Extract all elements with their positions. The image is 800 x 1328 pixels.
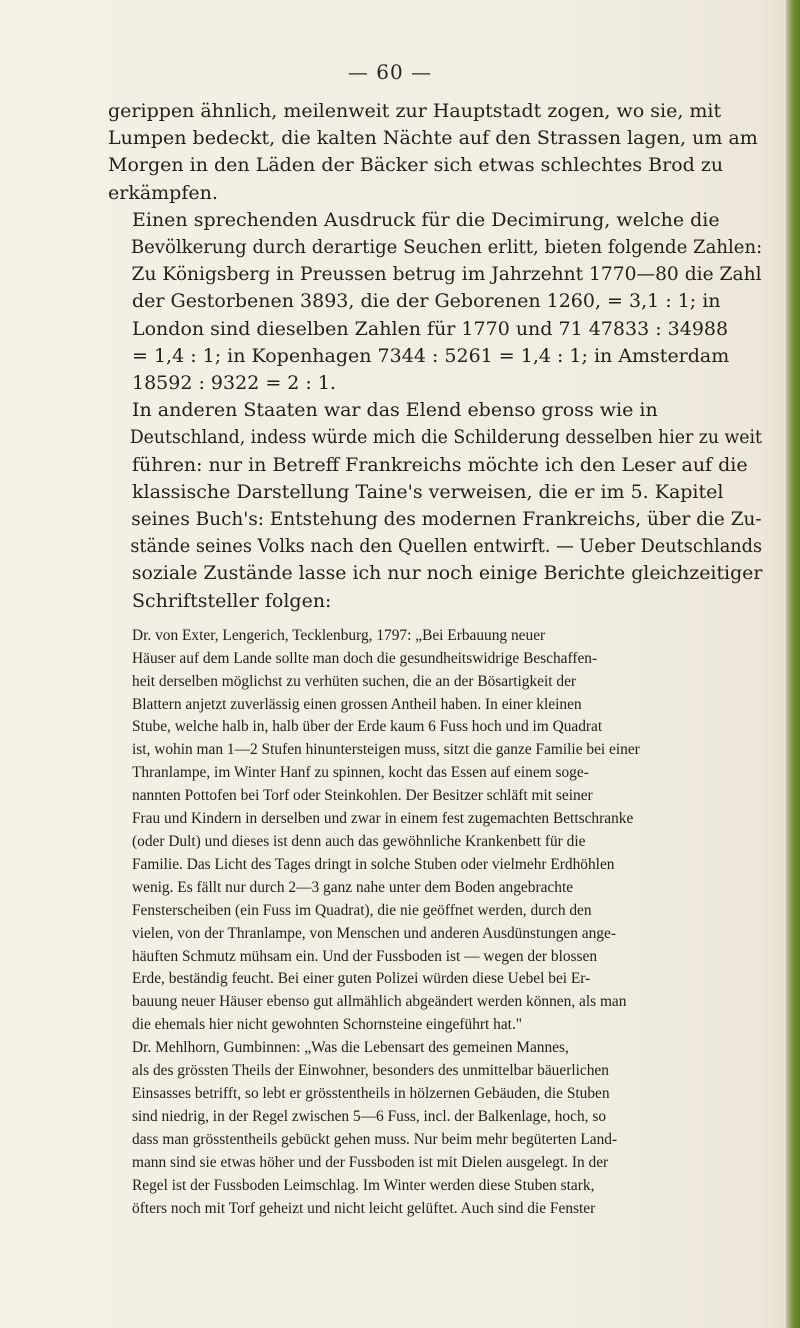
quote-mehlhorn	[108, 1037, 762, 1220]
text-line: Schriftsteller folgen:	[132, 589, 332, 612]
text-line: Zu Königsberg in Preussen betrug im Jahrzehnt 1770—80 die Zahl	[131, 263, 762, 286]
text-line: Blattern anjetzt zuverlässig einen grossen Antheil haben. In einer kleinen	[132, 695, 582, 713]
text-line: Erde, beständig feucht. Bei einer guten Polizei würden diese Uebel bei Er-	[132, 970, 591, 988]
text-line: der Gestorbenen 3893, die der Geborenen 1260, = 3,1 : 1; in	[132, 290, 721, 313]
text-line: ist, wohin man 1—2 Stufen hinuntersteigen muss, sitzt die ganze Familie bei einer	[132, 741, 640, 759]
text-line: Häuser auf dem Lande sollte man doch die gesundheitswidrige Beschaffen-	[132, 649, 598, 667]
text-line: Regel ist der Fussboden Leimschlag. Im Winter werden diese Stuben stark,	[132, 1176, 595, 1194]
text-line: Frau und Kindern in derselben und zwar in einem fest zugemachten Bettschranke	[132, 810, 634, 828]
paragraph-2	[108, 207, 762, 397]
text-line: 18592 : 9322 = 2 : 1.	[132, 372, 336, 395]
text-line: öfters noch mit Torf geheizt und nicht leicht gelüftet. Auch sind die Fenster	[132, 1199, 596, 1217]
text-line: Deutschland, indess würde mich die Schilderung desselben hier zu weit	[129, 426, 763, 449]
text-line: klassische Darstellung Taine's verweisen, die er im 5. Kapitel	[132, 480, 724, 503]
text-line: Fensterscheiben (ein Fuss im Quadrat), die nie geöffnet werden, durch den	[132, 901, 592, 919]
text-line: bauung neuer Häuser ebenso gut allmählich abgeändert werden können, als man	[132, 993, 627, 1011]
paragraph-3	[108, 397, 762, 615]
text-line: = 1,4 : 1; in Kopenhagen 7344 : 5261 = 1,4 : 1; in Amsterdam	[132, 344, 730, 367]
text-line: vielen, von der Thranlampe, von Menschen und anderen Ausdünstungen ange-	[132, 924, 616, 942]
text-line: In anderen Staaten war das Elend ebenso gross wie in	[132, 399, 658, 422]
text-line: Lumpen bedeckt, die kalten Nächte auf den Strassen lagen, um am	[108, 127, 758, 150]
text-line: heit derselben möglichst zu verhüten suchen, die an der Bösartigkeit der	[132, 672, 577, 690]
paragraph-1	[108, 98, 762, 207]
text-line: Einsasses betrifft, so lebt er grösstentheils in hölzernen Gebäuden, die Stuben	[132, 1084, 610, 1102]
text-line: mann sind sie etwas höher und der Fussboden ist mit Dielen ausgelegt. In der	[132, 1153, 609, 1171]
text-line: Dr. Mehlhorn, Gumbinnen: „Was die Lebensart des gemeinen Mannes,	[132, 1039, 569, 1057]
page-number: — 60 —	[347, 60, 433, 84]
text-line: die ehemals hier nicht gewohnten Schornsteine eingeführt hat."	[132, 1016, 523, 1034]
text-line: dass man grösstentheils gebückt gehen muss. Nur beim mehr begüterten Land-	[132, 1130, 618, 1148]
text-line: Familie. Das Licht des Tages dringt in solche Stuben oder vielmehr Erdhöhlen	[132, 855, 615, 873]
text-line: Morgen in den Läden der Bäcker sich etwas schlechtes Brod zu	[108, 154, 724, 177]
text-line: London sind dieselben Zahlen für 1770 und 71 47833 : 34988	[132, 317, 729, 340]
text-line: häuften Schmutz mühsam ein. Und der Fussboden ist — wegen der blossen	[132, 947, 598, 965]
text-line: soziale Zustände lasse ich nur noch einige Berichte gleichzeitiger	[131, 562, 763, 585]
text-line: Dr. von Exter, Lengerich, Tecklenburg, 1797: „Bei Erbauung neuer	[132, 626, 546, 644]
text-line: (oder Dult) und dieses ist denn auch das gewöhnliche Krankenbett für die	[132, 833, 586, 851]
text-line: gerippen ähnlich, meilenweit zur Hauptstadt zogen, wo sie, mit	[108, 100, 722, 122]
text-line: als des grössten Theils der Einwohner, besonders des unmittelbar bäuerlichen	[132, 1062, 609, 1080]
quote-exter	[108, 625, 762, 1037]
text-line: nannten Pottofen bei Torf oder Steinkohlen. Der Besitzer schläft mit seiner	[132, 787, 593, 805]
text-line: seines Buch's: Entstehung des modernen Frankreichs, über die Zu-	[131, 508, 762, 531]
text-body	[108, 98, 762, 1220]
text-line: Einen sprechenden Ausdruck für die Decimirung, welche die	[132, 208, 720, 231]
text-line: wenig. Es fällt nur durch 2—3 ganz nahe unter dem Boden angebrachte	[132, 878, 574, 896]
text-line: führen: nur in Betreff Frankreichs möchte ich den Leser auf die	[132, 453, 748, 476]
text-line: erkämpfen.	[108, 181, 218, 204]
text-line: Bevölkerung durch derartige Seuchen erlitt, bieten folgende Zahlen:	[130, 236, 763, 259]
text-line: Thranlampe, im Winter Hanf zu spinnen, kocht das Essen auf einem soge-	[132, 764, 589, 782]
text-line: Stube, welche halb in, halb über der Erde kaum 6 Fuss hoch und im Quadrat	[132, 718, 603, 736]
page-edge	[786, 0, 800, 1328]
text-line: sind niedrig, in der Regel zwischen 5—6 Fuss, incl. der Balkenlage, hoch, so	[132, 1107, 607, 1125]
text-line: stände seines Volks nach den Quellen entwirft. — Ueber Deutschlands	[130, 535, 763, 558]
